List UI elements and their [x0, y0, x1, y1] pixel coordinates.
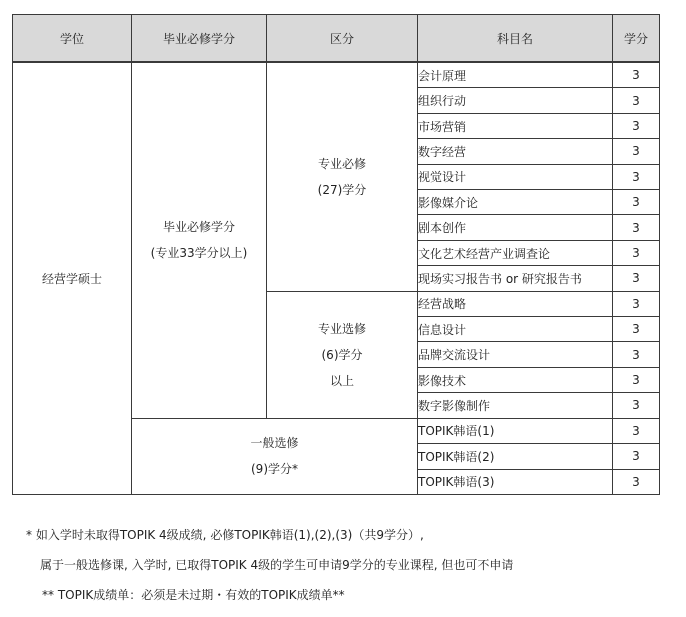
- header-degree: 学位: [13, 15, 132, 63]
- subject-name-cell: 影像媒介论: [418, 190, 613, 215]
- subject-name-cell: 信息设计: [418, 317, 613, 342]
- subject-name-cell: 组织行动: [418, 88, 613, 113]
- footnote-line-2: 属于一般选修课, 入学时, 已取得TOPIK 4级的学生可申请9学分的专业课程, 但也可不申请: [40, 558, 514, 572]
- subject-name-cell: 文化艺术经营产业调查论: [418, 240, 613, 265]
- table-header-row: [13, 15, 660, 63]
- credit-cell: 3: [613, 317, 660, 342]
- footnotes: [26, 520, 513, 610]
- subject-name-cell: 现场实习报告书 or 研究报告书: [418, 266, 613, 291]
- category-cell-line: 专业必修: [317, 156, 366, 171]
- category-cell-line: 以上: [329, 373, 354, 388]
- credit-cell: 3: [613, 139, 660, 164]
- general-elective-cell-line: (9)学分*: [251, 462, 298, 477]
- credit-cell: 3: [613, 393, 660, 418]
- credit-cell: 3: [613, 444, 660, 469]
- degree-name-cell: 经营学硕士: [13, 62, 132, 495]
- general-elective-cell: [132, 418, 418, 494]
- header-credit: 学分: [613, 15, 660, 63]
- category-cell-line: (6)学分: [321, 347, 363, 362]
- credit-cell: 3: [613, 418, 660, 443]
- category-cell-line: (27)学分: [317, 182, 367, 197]
- credit-cell: 3: [613, 266, 660, 291]
- general-elective-cell-line: 一般选修: [250, 436, 299, 451]
- subject-name-cell: TOPIK韩语(2): [418, 444, 613, 469]
- subject-name-cell: 经营战略: [418, 291, 613, 316]
- credit-cell: 3: [613, 113, 660, 138]
- subject-name-cell: TOPIK韩语(1): [418, 418, 613, 443]
- credit-cell: 3: [613, 215, 660, 240]
- graduation-requirement-cell: [132, 62, 267, 418]
- subject-name-cell: 剧本创作: [418, 215, 613, 240]
- credit-cell: 3: [613, 164, 660, 189]
- credit-cell: 3: [613, 291, 660, 316]
- credit-cell: 3: [613, 469, 660, 495]
- subject-name-cell: TOPIK韩语(3): [418, 469, 613, 495]
- category-cell: [267, 62, 418, 291]
- subject-name-cell: 视觉设计: [418, 164, 613, 189]
- subject-name-cell: 数字影像制作: [418, 393, 613, 418]
- subject-name-cell: 数字经营: [418, 139, 613, 164]
- credit-cell: 3: [613, 62, 660, 88]
- header-category: 区分: [267, 15, 418, 63]
- table-row: [13, 62, 660, 88]
- graduation-requirement-line: 毕业必修学分: [162, 220, 235, 235]
- credit-cell: 3: [613, 240, 660, 265]
- credit-cell: 3: [613, 190, 660, 215]
- subject-name-cell: 影像技术: [418, 367, 613, 392]
- category-cell-line: 专业选修: [317, 321, 366, 336]
- credit-cell: 3: [613, 367, 660, 392]
- graduation-requirement-line: (专业33学分以上): [150, 246, 248, 261]
- subject-name-cell: 品牌交流设计: [418, 342, 613, 367]
- footnote-line-1: * 如入学时未取得TOPIK 4级成绩, 必修TOPIK韩语(1),(2),(3)（共9学分）,: [26, 528, 424, 542]
- subject-name-cell: 市场营销: [418, 113, 613, 138]
- subject-name-cell: 会计原理: [418, 62, 613, 88]
- curriculum-table: [12, 14, 660, 495]
- credit-cell: 3: [613, 342, 660, 367]
- footnote-line-3: ** TOPIK成绩单：必须是未过期・有效的TOPIK成绩单**: [42, 588, 345, 602]
- credit-cell: 3: [613, 88, 660, 113]
- category-cell: [267, 291, 418, 418]
- header-graduation-requirement: 毕业必修学分: [132, 15, 267, 63]
- header-subject-name: 科目名: [418, 15, 613, 63]
